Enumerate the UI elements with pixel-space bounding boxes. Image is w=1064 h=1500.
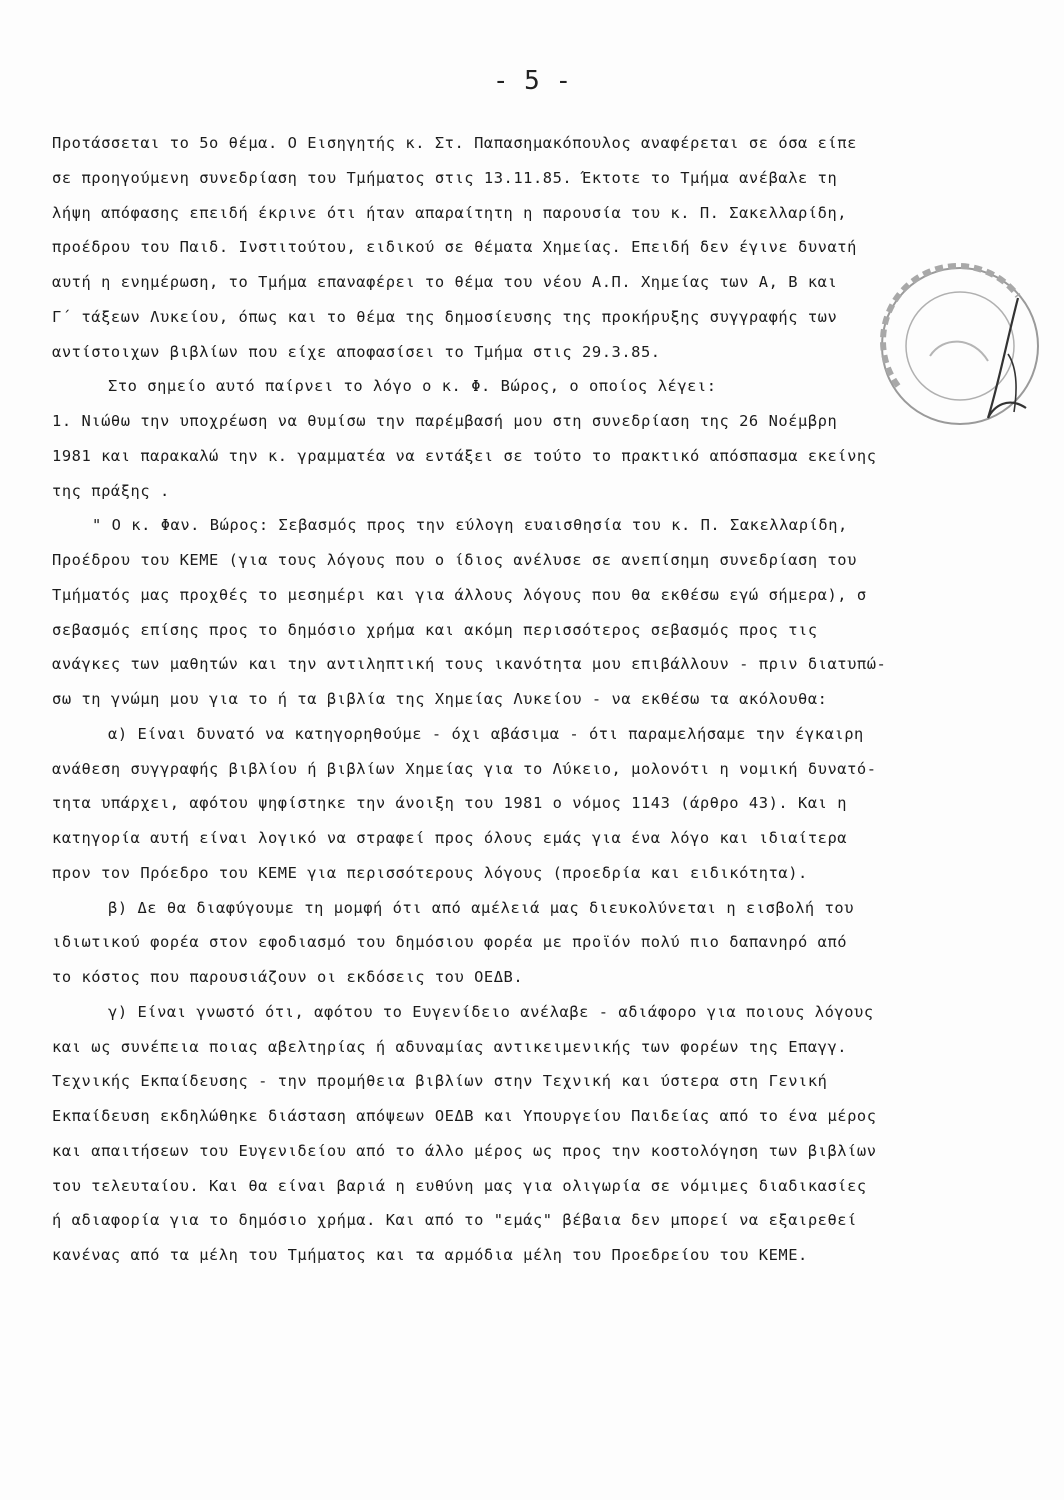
text-line: σεβασμός επίσης προς το δημόσιο χρήμα και ακόμη περισσότερος σεβασμός προς τις <box>52 620 818 639</box>
text-line: 1981 και παρακαλώ την κ. γραμματέα να εντάξει σε τούτο το πρακτικό απόσπασμα εκείνης <box>52 446 877 465</box>
text-line: προν τον Πρόεδρο του ΚΕΜΕ για περισσότερους λόγους (προεδρία και ειδικότητα). <box>52 863 808 882</box>
text-line: προέδρου του Παιδ. Ινστιτούτου, ειδικού σε θέματα Χημείας. Επειδή δεν έγινε δυνατή <box>52 238 857 257</box>
text-line: " Ο κ. Φαν. Βώρος: Σεβασμός προς την εύλογη ευαισθησία του κ. Π. Σακελλαρίδη, <box>92 516 848 535</box>
text-line: ανάγκες των μαθητών και την αντιληπτική τους ικανότητα μου επιβάλλουν - πριν διατυπώ- <box>52 655 887 674</box>
text-line: γ) Είναι γνωστό ότι, αφότου το Ευγενίδειο ανέλαβε - αδιάφορο για ποιους λόγους <box>108 1002 874 1021</box>
text-line: ανάθεση συγγραφής βιβλίου ή βιβλίων Χημείας για το Λύκειο, μολονότι η νομική δυνατό- <box>52 759 877 778</box>
text-line: κατηγορία αυτή είναι λογικό να στραφεί προς όλους εμάς για ένα λόγο και ιδιαίτερα <box>52 829 848 847</box>
text-line: ή αδιαφορία για το δημόσιο χρήμα. Και από το "εμάς" βέβαια δεν μπορεί να εξαιρεθεί <box>52 1211 857 1230</box>
page-number: - 5 - <box>492 66 572 96</box>
text-line: Προέδρου του ΚΕΜΕ (για τους λόγους που ο ίδιος ανέλυσε σε ανεπίσημη συνεδρίαση του <box>52 551 857 569</box>
institute-stamp <box>868 236 1058 466</box>
text-line: ιδιωτικού φορέα στον εφοδιασμό του δημόσιου φορέα με προϊόν πολύ πιο δαπανηρό από <box>52 933 848 952</box>
text-line: κανένας από τα μέλη του Τμήματος και τα αρμόδια μέλη του Προεδρείου του ΚΕΜΕ. <box>52 1246 808 1264</box>
text-line: και ως συνέπεια ποιας αβελτηρίας ή αδυναμίας αντικειμενικής των φορέων της Επαγγ. <box>52 1037 848 1056</box>
text-line: Προτάσσεται το 5ο θέμα. Ο Εισηγητής κ. Στ. Παπασημακόπουλος αναφέρεται σε όσα είπε <box>52 134 857 152</box>
text-line: Τεχνικής Εκπαίδευσης - την προμήθεια βιβλίων στην Τεχνική και ύστερα στη Γενική <box>52 1072 828 1091</box>
text-line: Στο σημείο αυτό παίρνει το λόγο ο κ. Φ. Βώρος, ο οποίος λέγει: <box>108 377 717 396</box>
text-line: τητα υπάρχει, αφότου ψηφίστηκε την άνοιξη του 1981 ο νόμος 1143 (άρθρο 43). Και η <box>52 794 848 813</box>
text-line: β) Δε θα διαφύγουμε τη μομφή ότι από αμέλειά μας διευκολύνεται η εισβολή του <box>108 898 855 917</box>
text-line: αντίστοιχων βιβλίων που είχε αποφασίσει το Τμήμα στις 29.3.85. <box>52 342 661 361</box>
text-line: σε προηγούμενη συνεδρίαση του Τμήματος στις 13.11.85. Έκτοτε το Τμήμα ανέβαλε τη <box>52 168 838 187</box>
text-line: Εκπαίδευση εκδηλώθηκε διάσταση απόψεων ΟΕΔΒ και Υπουργείου Παιδείας από το ένα μέρος <box>52 1107 877 1125</box>
text-line: το κόστος που παρουσιάζουν οι εκδόσεις του ΟΕΔΒ. <box>52 968 524 986</box>
text-line: Γ΄ τάξεων Λυκείου, όπως και το θέμα της δημοσίευσης της προκήρυξης συγγραφής των <box>52 307 838 326</box>
text-line: και απαιτήσεων του Ευγενιδείου από το άλλο μέρος ως προς την κοστολόγηση των βιβλίων <box>52 1141 877 1160</box>
text-line: του τελευταίου. Και θα είναι βαριά η ευθύνη μας για ολιγωρία σε νόμιμες διαδικασίες <box>52 1176 867 1195</box>
text-line: αυτή η ενημέρωση, το Τμήμα επαναφέρει το θέμα του νέου Α.Π. Χημείας των Α, Β και <box>52 273 838 291</box>
text-line: σω τη γνώμη μου για το ή τα βιβλία της Χημείας Λυκείου - να εκθέσω τα ακόλουθα: <box>52 690 828 708</box>
text-line: 1. Νιώθω την υποχρέωση να θυμίσω την παρέμβασή μου στη συνεδρίαση της 26 Νοέμβρη <box>52 412 838 430</box>
text-line: της πράξης . <box>52 481 170 500</box>
text-line: α) Είναι δυνατό να κατηγορηθούμε - όχι αβάσιμα - ότι παραμελήσαμε την έγκαιρη <box>108 724 864 743</box>
text-line: Τμήματός μας προχθές το μεσημέρι και για άλλους λόγους που θα εκθέσω εγώ σήμερα), σ <box>52 585 867 604</box>
text-line: λήψη απόφασης επειδή έκρινε ότι ήταν απαραίτητη η παρουσία του κ. Π. Σακελλαρίδη, <box>52 203 848 222</box>
